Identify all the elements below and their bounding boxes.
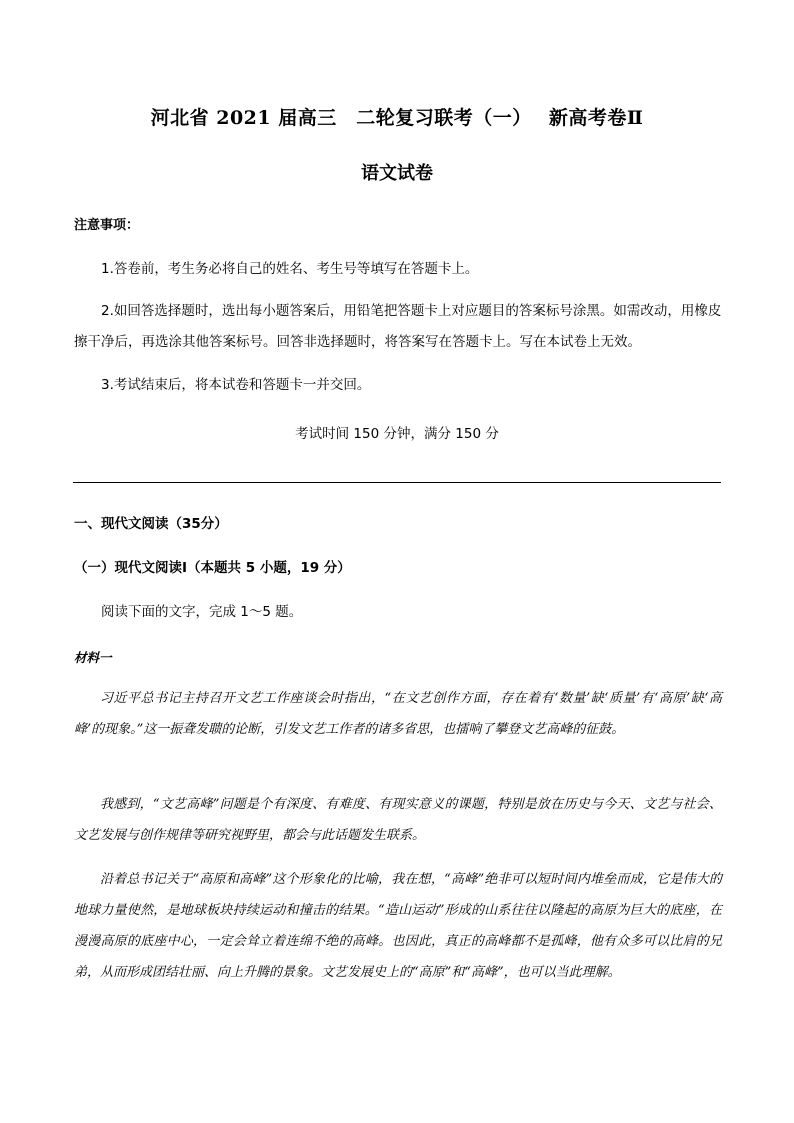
- reading-instruction: 阅读下面的文字，完成 1～5 题。: [101, 604, 303, 620]
- subsection-heading: （一）现代文阅读Ⅰ（本题共 5 小题，19 分）: [74, 560, 351, 576]
- exam-subtitle: 语文试卷: [361, 163, 433, 184]
- paragraph-2: 我感到，“文艺高峰”问题是个有深度、有难度、有现实意义的课题，特别是放在历史与今天、文艺与社会、文艺发展与创作规律等研究视野里，都会与此话题发生联系。: [74, 797, 722, 843]
- notice-item-1: 1.答卷前，考生务必将自己的姓名、考生号等填写在答题卡上。: [101, 261, 479, 277]
- notice-item-3: 3.考试结束后，将本试卷和答题卡一并交回。: [101, 377, 371, 393]
- divider-line: [73, 482, 721, 483]
- material-label: 材料一: [74, 650, 112, 665]
- section-heading: 一、现代文阅读（35分）: [74, 516, 228, 532]
- notice-heading: 注意事项：: [74, 218, 140, 233]
- paragraph-1: 习近平总书记主持召开文艺工作座谈会时指出，“在文艺创作方面，存在着有‘数量’缺‘质量’有‘高原’缺‘高峰’的现象。”这一振聋发聩的论断，引发文艺工作者的诸多省思，也擂响了攀登文艺高峰的征鼓。: [74, 691, 722, 737]
- exam-time: 考试时间 150 分钟，满分 150 分: [295, 426, 499, 442]
- paragraph-3: 沿着总书记关于“高原和高峰”这个形象化的比喻，我在想，“高峰”绝非可以短时间内堆垒而成，它是伟大的地球力量使然，是地球板块持续运动和撞击的结果。“造山运动”形成的山系往往以隆起的高原为巨大的底座，在漫漫高原的底座中心，一定会耸立着连绵不绝的高峰。也因此，真正的高峰都不是孤峰，他有众多可以比肩的兄弟，从而形成团结壮丽、向上升腾的景象。文艺发展史上的“高原”和“高峰”，也可以当此理解。: [74, 872, 722, 980]
- notice-item-2: 2.如回答选择题时，选出每小题答案后，用铅笔把答题卡上对应题目的答案标号涂黑。如需改动，用橡皮擦干净后，再选涂其他答案标号。回答非选择题时，将答案写在答题卡上。写在本试卷上无效。: [74, 303, 722, 350]
- exam-title: 河北省 2021 届高三 二轮复习联考（一） 新高考卷Ⅱ: [150, 107, 644, 129]
